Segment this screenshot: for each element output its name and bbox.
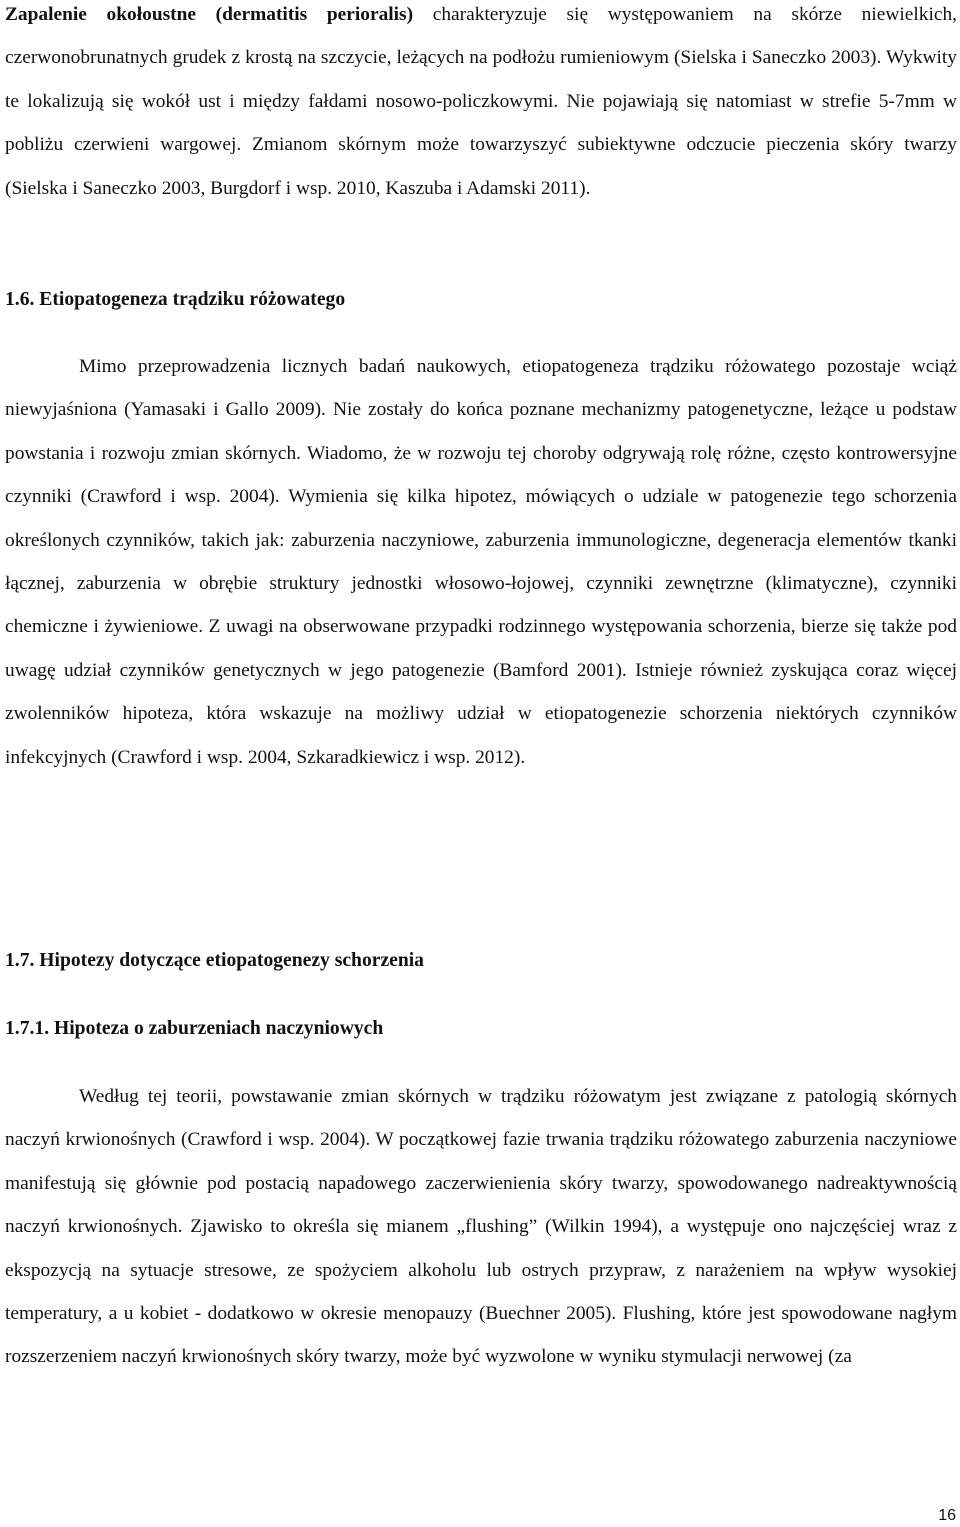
- section-heading-1-6: 1.6. Etiopatogeneza trądziku różowatego: [5, 289, 346, 310]
- paragraph-zaburzenia-naczyniowe: Według tej teorii, powstawanie zmian skórnych w trądziku różowatym jest związane z patologią skórnych naczyń krwionośnych (Crawford i wsp. 2004). W początkowej fazie trwania trądziku różowatego zaburzenia naczyniowe manifestują się głównie pod postacią napadowego zaczerwienienia skóry twarzy, spowodowanego nadreaktywnością naczyń krwionośnych. Zjawisko to określa się mianem „flushing” (Wilkin 1994), a występuje ono najczęściej wraz z ekspozycją na sytuacje stresowe, ze spożyciem alkoholu lub ostrych przypraw, z narażeniem na wpływ wysokiej temperatury, a u kobiet - dodatkowo w okresie menopauzy (Buechner 2005). Flushing, które jest spowodowane nagłym rozszerzeniem naczyń krwionośnych skóry twarzy, może być wyzwolone w wyniku stymulacji nerwowej (za: [5, 1086, 957, 1368]
- paragraph-body: charakteryzuje się występowaniem na skórze niewielkich, czerwonobrunatnych grudek z krostą na szczycie, leżących na podłożu rumieniowym (Sielska i Saneczko 2003). Wykwity te lokalizują się wokół ust i między fałdami nosowo-policzkowymi. Nie pojawiają się natomiast w strefie 5-7mm w pobliżu czerwieni wargowej. Zmianom skórnym może towarzyszyć subiektywne odczucie pieczenia skóry twarzy (Sielska i Saneczko 2003, Burgdorf i wsp. 2010, Kaszuba i Adamski 2011).: [5, 4, 957, 199]
- section-heading-1-7-1: 1.7.1. Hipoteza o zaburzeniach naczyniowych: [5, 1018, 384, 1039]
- section-heading-1-7: 1.7. Hipotezy dotyczące etiopatogenezy schorzenia: [5, 950, 424, 971]
- page-number: 16: [938, 1507, 956, 1524]
- paragraph-lead-term: Zapalenie okołoustne (dermatitis perioralis): [5, 4, 414, 25]
- paragraph-dermatitis-perioralis: [5, 0, 957, 210]
- paragraph-etiopatogeneza: Mimo przeprowadzenia licznych badań naukowych, etiopatogeneza trądziku różowatego pozostaje wciąż niewyjaśniona (Yamasaki i Gallo 2009). Nie zostały do końca poznane mechanizmy patogenetyczne, leżące u podstaw powstania i rozwoju zmian skórnych. Wiadomo, że w rozwoju tej choroby odgrywają rolę różne, często kontrowersyjne czynniki (Crawford i wsp. 2004). Wymienia się kilka hipotez, mówiących o udziale w patogenezie tego schorzenia określonych czynników, takich jak: zaburzenia naczyniowe, zaburzenia immunologiczne, degeneracja elementów tkanki łącznej, zaburzenia w obrębie struktury jednostki włosowo-łojowej, czynniki zewnętrzne (klimatyczne), czynniki chemiczne i żywieniowe. Z uwagi na obserwowane przypadki rodzinnego występowania schorzenia, bierze się także pod uwagę udział czynników genetycznych w jego patogenezie (Bamford 2001). Istnieje również zyskująca coraz więcej zwolenników hipoteza, która wskazuje na możliwy udział w etiopatogenezie schorzenia niektórych czynników infekcyjnych (Crawford i wsp. 2004, Szkaradkiewicz i wsp. 2012).: [5, 356, 957, 768]
